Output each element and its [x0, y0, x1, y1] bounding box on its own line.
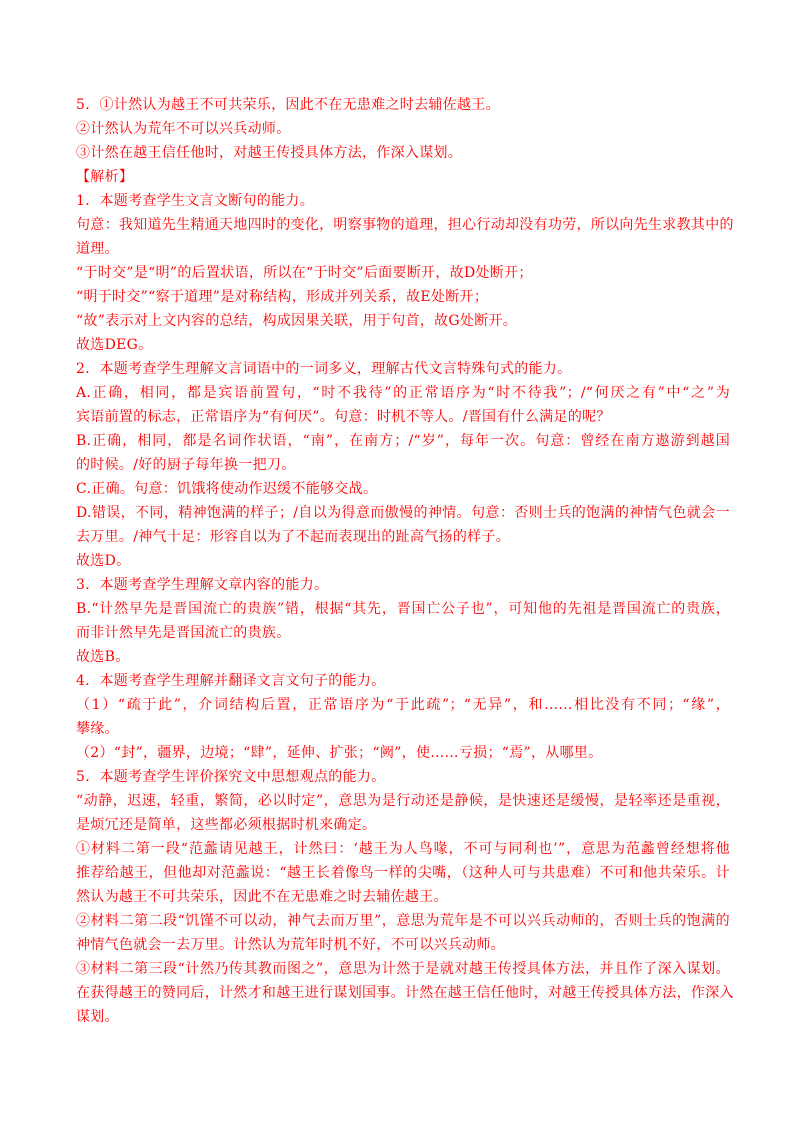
text-line: 5．本题考查学生评价探究文中思想观点的能力。 [76, 769, 386, 785]
text-line: “明于时交”“察于道理”是对称结构，形成并列关系，故E处断开； [76, 289, 489, 305]
text-line: B.正确，相同，都是名词作状语，“南”，在南方；/“岁”，每年一次。句意：曾经在南方遨游到越国 [76, 433, 730, 449]
text-line: （2）“封”，疆界，边境；“肆”，延伸、扩张；“阙”，使……亏损；“焉”，从哪里。 [76, 745, 603, 761]
text-line: D.错误，不同，精神饱满的样子；/自以为得意而傲慢的神情。句意：否则士兵的饱满的神情气色就会一 [76, 505, 730, 521]
text-line: A.正确，相同，都是宾语前置句，“时不我待”的正常语序为“时不待我”；/“何厌之有”中“之”为 [76, 385, 730, 401]
text-line: “于时交”是“明”的后置状语，所以在“于时交”后面要断开，故D处断开； [76, 265, 533, 281]
text-line: （1）“疏于此”，介词结构后置，正常语序为“于此疏”；“无异”，和……相比没有不同；“缘”， [76, 697, 730, 713]
text-line: 5．①计然认为越王不可共荣乐，因此不在无患难之时去辅佐越王。 [76, 97, 500, 113]
text-line: B.“计然早先是晋国流亡的贵族”错，根据“其先，晋国亡公子也”，可知他的先祖是晋国流亡的贵族， [76, 601, 730, 617]
text-line: ①材料二第一段“范蠡请见越王，计然曰：‘越王为人鸟喙，不可与同利也’”，意思为范蠡曾经想将他 [76, 841, 730, 857]
text-line: 故选B。 [76, 649, 130, 665]
text-line: 而非计然早先是晋国流亡的贵族。 [76, 625, 291, 641]
text-line: ②计然认为荒年不可以兴兵动师。 [76, 121, 291, 137]
text-line: “动静，迟速，轻重，繁简，必以时定”，意思为是行动还是静候，是快速还是缓慢，是轻率还是重视， [76, 793, 730, 809]
text-line: 攀缘。 [76, 721, 119, 737]
text-line: 推荐给越王，但他却对范蠡说：“越王长着像鸟一样的尖嘴，（这种人可与共患难）不可和他共荣乐。计 [76, 865, 730, 881]
text-line: 4．本题考查学生理解并翻译文言文句子的能力。 [76, 673, 386, 689]
text-line: ③材料二第三段“计然乃传其教而图之”，意思为计然于是就对越王传授具体方法，并且作了深入谋划。 [76, 961, 730, 977]
text-line: 道理。 [76, 241, 119, 257]
text-line: ③计然在越王信任他时，对越王传授具体方法，作深入谋划。 [76, 145, 463, 161]
text-line: 是烦冗还是简单，这些都必须根据时机来确定。 [76, 817, 377, 833]
text-line: 然认为越王不可共荣乐，因此不在无患难之时去辅佐越王。 [76, 889, 448, 905]
answer-document [76, 93, 734, 1029]
text-line: 故选D。 [76, 553, 131, 569]
text-line: 2．本题考查学生理解文言词语中的一词多义，理解古代文言特殊句式的能力。 [76, 361, 572, 377]
text-line: 在获得越王的赞同后，计然才和越王进行谋划国事。计然在越王信任他时，对越王传授具体方法，作深入 [76, 985, 734, 1001]
text-line: “故”表示对上文内容的总结，构成因果关联，用于句首，故G处断开。 [76, 313, 518, 329]
text-line: 谋划。 [76, 1009, 119, 1025]
text-line: 【解析】 [76, 169, 134, 185]
text-line: C.正确。句意：饥饿将使动作迟缓不能够交战。 [76, 481, 378, 497]
text-line: 3．本题考查学生理解文章内容的能力。 [76, 577, 329, 593]
text-line: 1．本题考查学生文言文断句的能力。 [76, 193, 315, 209]
text-line: 神情气色就会一去万里。计然认为荒年时机不好，不可以兴兵动师。 [76, 937, 505, 953]
text-line: ②材料二第二段“饥馑不可以动，神气去而万里”，意思为荒年是不可以兴兵动师的，否则士兵的饱满的 [76, 913, 730, 929]
text-line: 宾语前置的标志，正常语序为“有何厌”。句意：时机不等人。/晋国有什么满足的呢？ [76, 409, 611, 425]
text-line: 故选DEG。 [76, 337, 153, 353]
text-line: 句意：我知道先生精通天地四时的变化，明察事物的道理，担心行动却没有功劳，所以向先生求教其中的 [76, 217, 734, 233]
text-line: 的时候。/好的厨子每年换一把刀。 [76, 457, 296, 473]
text-line: 去万里。/神气十足：形容自以为了不起而表现出的趾高气扬的样子。 [76, 529, 511, 545]
